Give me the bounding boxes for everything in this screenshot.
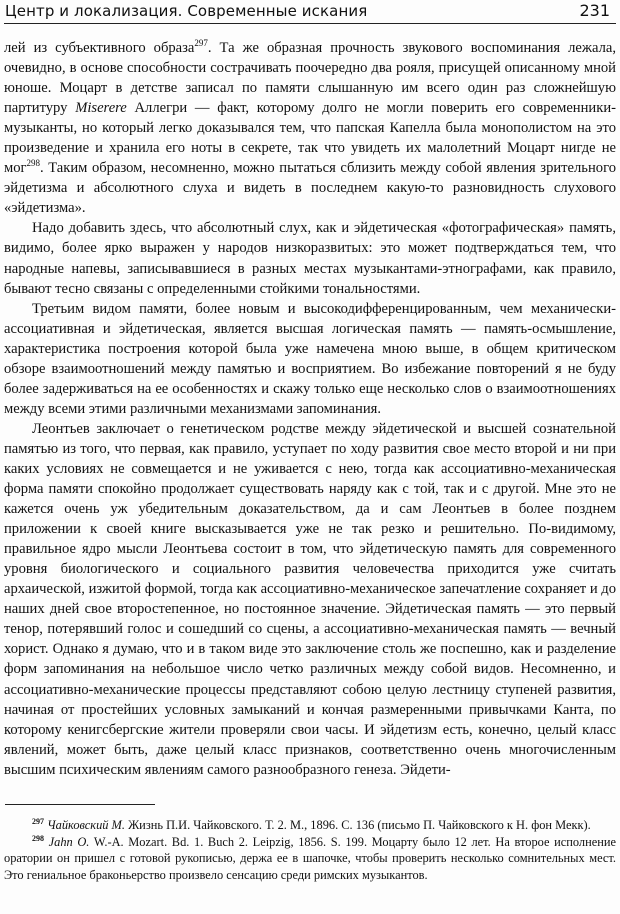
running-header-title: Центр и локализация. Современные искания [5, 2, 368, 20]
footnote-297 [4, 817, 616, 834]
paragraph-3: Третьим видом памяти, более новым и высокодифференцированным, чем механически-ассоциативная и эйдетическая, является высшая логическая память — память-осмышление, характеристика построения которой была уже намечена мною выше, в общем критическом обзоре взаимоотношений между памятью и восприятием. Во избежание повторений я не буду более задерживаться на ее особенностях и скажу только еще несколько слов о взаимоотношениях между всеми этими различными механизмами запоминания. [4, 300, 616, 417]
paragraph-1-part-c: Аллегри — факт, которому долго не могли поверить его современники-музыканты, но который легко доказывался тем, что папская Капелла была монополистом на это произведение и хранила его ноты в секрете, так что увидеть их малолетний Моцарт нигде не мог [4, 100, 616, 177]
footnote-text: Жизнь П.И. Чайковского. Т. 2. М., 1896. С. 136 (письмо П. Чайковского к Н. фон Мекк). [124, 818, 591, 832]
paragraph-1-italic-title: Miserere [75, 100, 127, 117]
footnote-author: Чайковский М. [47, 818, 125, 832]
paragraph-1 [4, 38, 616, 218]
footnote-text: W.-A. Mozart. Bd. 1. Buch 2. Leipzig, 1856. S. 199. Моцарту было 12 лет. На второе исполнение оратории он пришел с готовой рукописью, держа ее в шапочке, чтобы проверить несколько сомнительных мест. Это гениальное браконьерство произвело сенсацию среди римских музыкантов. [4, 834, 617, 882]
main-text [4, 38, 616, 780]
page-number: 231 [579, 1, 610, 20]
paragraph-2: Надо добавить здесь, что абсолютный слух, как и эйдетическая «фотографическая» память, видимо, более ярко выражен у народов низкоразвитых: это может подтверждаться тем, что народные напевы, записывавшиеся в разных местах музыкантами-этнографами, как правило, бывают тесно связаны с определенными стойкими тональностями. [4, 220, 616, 297]
paragraph-1-part-a: лей из субъективного образа [4, 40, 195, 56]
footnote-author: Jahn O. [48, 834, 90, 849]
footnote-separator [5, 804, 155, 805]
running-header [0, 0, 620, 24]
paragraph-1-part-d: . Таким образом, несомненно, можно пытаться сблизить между собой явления зрительного эйдетизма и абсолютного слуха и видеть в последнем какую-то разновидность слухового «эйдетизма». [4, 160, 616, 217]
paragraph-1-part-b: . Та же образная прочность звукового воспоминания лежала, очевидно, в основе способности сострачивать поочередно два рояля, присущей описанному мной юноше. Моцарт в детстве записал по памяти слышанную им всего один раз сложнейшую партитуру [4, 40, 616, 117]
footnote-number: 297 [32, 816, 44, 826]
footnote-298 [4, 834, 616, 884]
paragraph-4: Леонтьев заключает о генетическом родстве между эйдетической и высшей сознательной памятью из того, что первая, как правило, уступает по ходу развития свое место второй и ни при каких условиях не совмещается и не уживается с нею, тогда как ассоциативно-механическая форма памяти спокойно продолжает существовать наряду как с той, так и с другой. Мне это не кажется очень уж убедительным доказательством, да и сам Леонтьев в более позднем приложении к своей книге высказывается уже не так резко и решительно. По-видимому, правильное ядро мысли Леонтьева состоит в том, что эйдетическую память для современного уровня биологического и социального развития человечества приходится уже считать архаической, изжитой формой, тогда как ассоциативно-механическое запечатление сохраняет и до наших дней свое второстепенное, но постоянное значение. Эйдетическая память — это первый тенор, потерявший голос и сошедший со сцены, а ассоциативно-механическая память — вечный хорист. Однако я думаю, что и в таком виде это заключение столь же поспешно, как и разделение форм запоминания на небольшое число четко различных между собой видов. Несомненно, и ассоциативно-механические процессы представляют собою целую лестницу ступеней развития, начиная от простейших условных замыканий и кончая размеренными привычками Канта, по которому кенигсбергские жители проверяли свои часы. И эйдетизм есть, конечно, целый класс явлений, может быть, даже целый класс признаков, соответственно очень многочисленным высшим психическим явлениям самого разнообразного генеза. Эйдети- [4, 420, 617, 778]
footnotes [4, 817, 616, 883]
footnote-ref-297: 297 [194, 38, 208, 49]
footnote-ref-298: 298 [26, 158, 41, 169]
footnote-number: 298 [32, 833, 44, 843]
header-rule [4, 23, 616, 24]
